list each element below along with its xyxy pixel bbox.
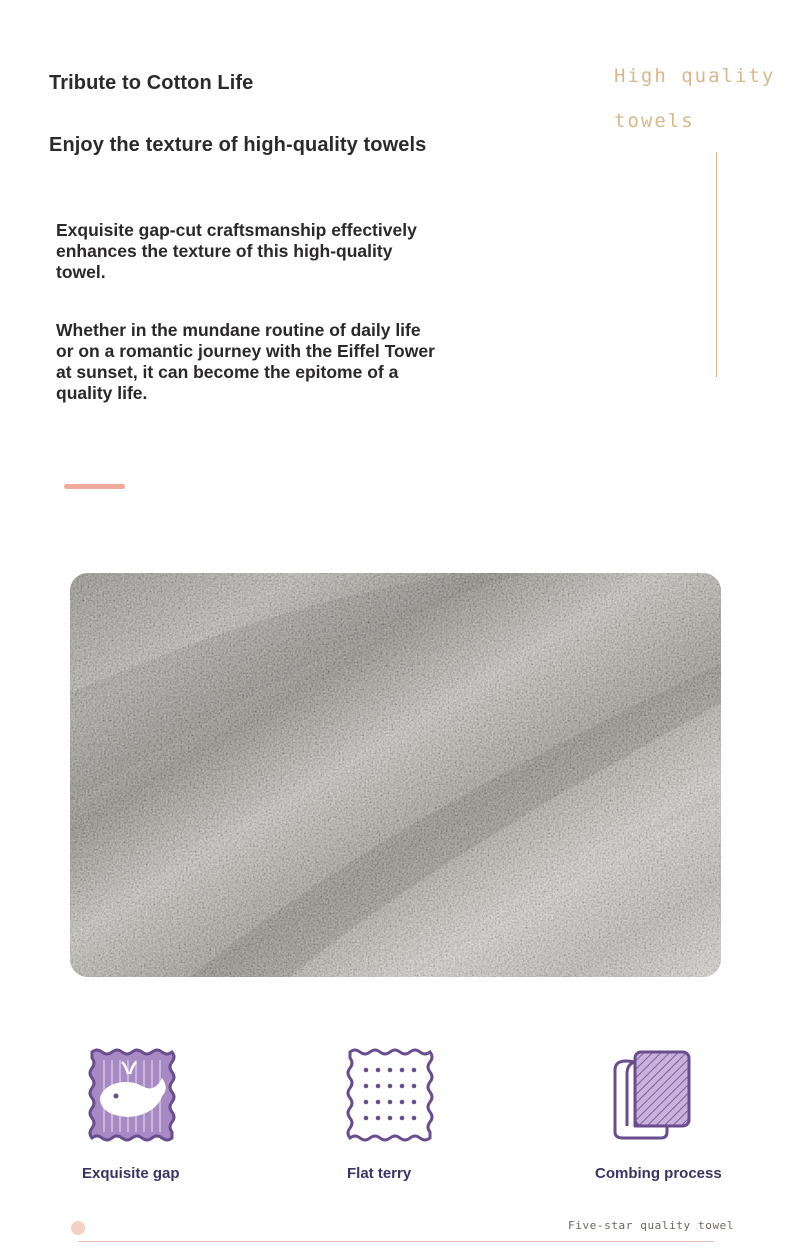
description-paragraph-1: Exquisite gap-cut craftsmanship effectively enhances the texture of this high-quality towel. (56, 220, 417, 282)
footer-dot (71, 1221, 85, 1235)
towel-texture-illustration (70, 573, 721, 977)
towel-texture-photo (70, 573, 721, 977)
feature-label: Exquisite gap (82, 1165, 180, 1182)
accent-bar (64, 484, 125, 489)
flat-terry-icon (340, 1040, 450, 1150)
whale-gap-icon (82, 1040, 192, 1150)
section-title: Tribute to Cotton Life (49, 72, 254, 94)
description-paragraph-2: Whether in the mundane routine of daily life or on a romantic journey with the Eiffel Tower at sunset, it can become the epitome of a quality life. (56, 320, 435, 403)
feature-label: Combing process (595, 1165, 722, 1182)
section-subtitle: Enjoy the texture of high-quality towels (49, 134, 427, 156)
footer-caption: Five-star quality towel (568, 1219, 735, 1232)
combing-process-icon (605, 1040, 715, 1150)
tag-line-1: High quality (614, 65, 776, 87)
feature-label: Flat terry (347, 1165, 412, 1182)
footer-divider (78, 1241, 714, 1242)
vertical-divider (716, 152, 717, 377)
tag-line-2: towels (614, 110, 695, 132)
